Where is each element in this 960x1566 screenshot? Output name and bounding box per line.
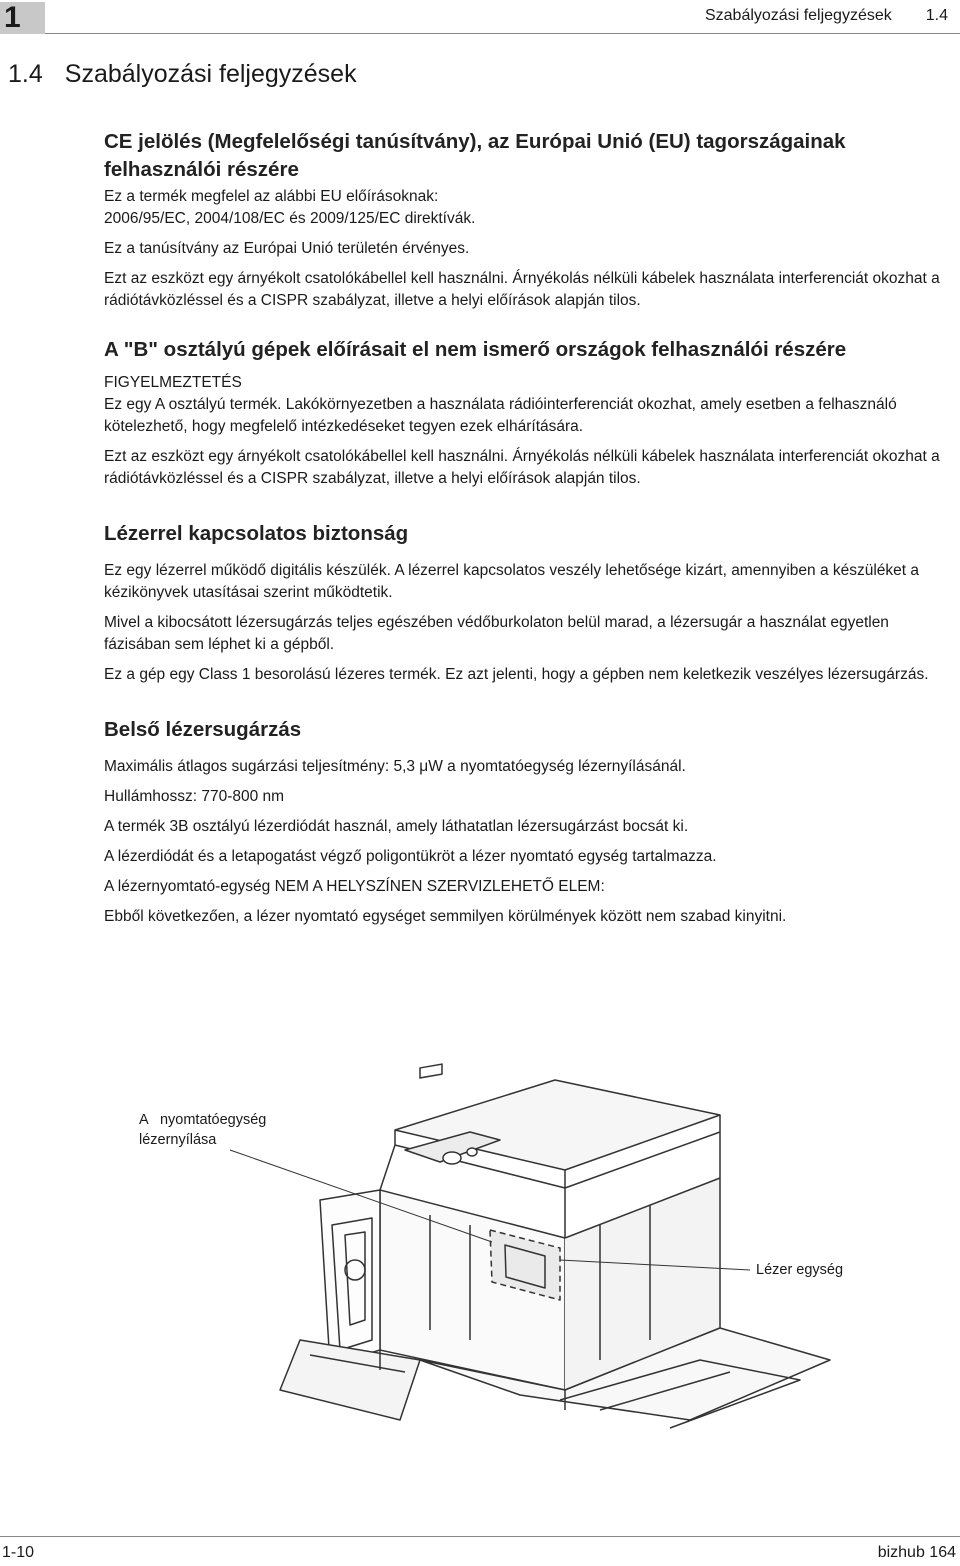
- ce-heading: CE jelölés (Megfelelőségi tanúsítvány), az Európai Unió (EU) tagországainak felhasználói részére: [104, 130, 846, 181]
- chapter-tab: [0, 2, 45, 34]
- product-name: bizhub 164: [877, 1544, 956, 1561]
- laser-safety-heading: Lézerrel kapcsolatos biztonság: [104, 522, 409, 545]
- internal-laser-paragraph-2: Hullámhossz: 770-800 nm: [104, 788, 285, 805]
- laser-safety-paragraph-1: Ez egy lézerrel működő digitális készülék. A lézerrel kapcsolatos veszély lehetősége kizárt, amennyiben a készüléket a kézikönyvek utasításai szerint működtetik.: [104, 562, 920, 601]
- laser-safety-paragraph-3: Ez a gép egy Class 1 besorolású lézeres termék. Ez azt jelenti, hogy a gépben nem keletkezik veszélyes lézersugárzás.: [104, 666, 929, 683]
- page-number: 1-10: [2, 1544, 35, 1561]
- running-header: [705, 7, 948, 25]
- laser-safety-paragraph-2: Mivel a kibocsátott lézersugárzás teljes egészében védőburkolaton belül marad, a lézersugár a használat egyetlen fázisában sem léphet ki a gépből.: [104, 614, 889, 653]
- header-rule: [45, 33, 960, 34]
- page-content: [104, 128, 954, 928]
- chapter-number: 1: [4, 1, 21, 34]
- class-b-heading: A "B" osztályú gépek előírásait el nem ismerő országok felhasználói részére: [104, 338, 847, 361]
- section-title-text: Szabályozási feljegyzések: [64, 60, 357, 88]
- callout-laser-aperture: [139, 1110, 266, 1150]
- ce-paragraph-2: Ez a tanúsítvány az Európai Unió területén érvényes.: [104, 240, 470, 257]
- internal-laser-paragraph-4: A lézerdiódát és a letapogatást végző poligontükröt a lézer nyomtató egység tartalmazza.: [104, 848, 717, 865]
- class-b-paragraph-2: Ezt az eszközt egy árnyékolt csatolókábellel kell használni. Árnyékolás nélküli kábelek használata interferenciát okozhat a rádiótávközléssel és a CISPR szabályzat, illetve a helyi előírások alapján tilos.: [104, 448, 940, 487]
- callout-laser-unit: Lézer egység: [756, 1262, 844, 1278]
- internal-laser-heading: Belső lézersugárzás: [104, 718, 302, 741]
- internal-laser-paragraph-5: A lézernyomtató-egység NEM A HELYSZÍNEN SZERVIZLEHETŐ ELEM:: [104, 878, 605, 895]
- section-number: 1.4: [8, 60, 43, 88]
- ce-paragraph-1a: Ez a termék megfelel az alábbi EU előírásoknak:: [104, 188, 439, 205]
- class-b-paragraph-1: Ez egy A osztályú termék. Lakókörnyezetben a használata rádióinterferenciát okozhat, amely esetben a felhasználó kötelezhető, hogy megfelelő intézkedéseket tegyen ezek elhárítására.: [104, 396, 897, 435]
- footer-rule: [0, 1536, 960, 1537]
- callout-aperture-line-1: A nyomtatóegység: [139, 1112, 267, 1128]
- ce-paragraph-1b: 2006/95/EC, 2004/108/EC és 2009/125/EC direktívák.: [104, 210, 476, 227]
- callout-aperture-line-2: lézernyílása: [139, 1132, 217, 1148]
- class-b-warning: FIGYELMEZTETÉS: [104, 374, 242, 391]
- internal-laser-paragraph-1: Maximális átlagos sugárzási teljesítmény: 5,3 μW a nyomtatóegység lézernyílásánál.: [104, 758, 686, 775]
- printer-figure: [0, 1060, 960, 1460]
- internal-laser-paragraph-6: Ebből következően, a lézer nyomtató egységet semmilyen körülmények között nem szabad kinyitni.: [104, 908, 787, 925]
- header-section-number: 1.4: [925, 7, 948, 24]
- header-section-title: Szabályozási feljegyzések: [704, 7, 892, 24]
- internal-laser-paragraph-3: A termék 3B osztályú lézerdiódát használ, amely láthatatlan lézersugárzást bocsát ki.: [104, 818, 689, 835]
- ce-paragraph-3: Ezt az eszközt egy árnyékolt csatolókábellel kell használni. Árnyékolás nélküli kábelek használata interferenciát okozhat a rádiótávközléssel és a CISPR szabályzat, illetve a helyi előírások alapján tilos.: [104, 270, 940, 309]
- section-title: [8, 60, 357, 89]
